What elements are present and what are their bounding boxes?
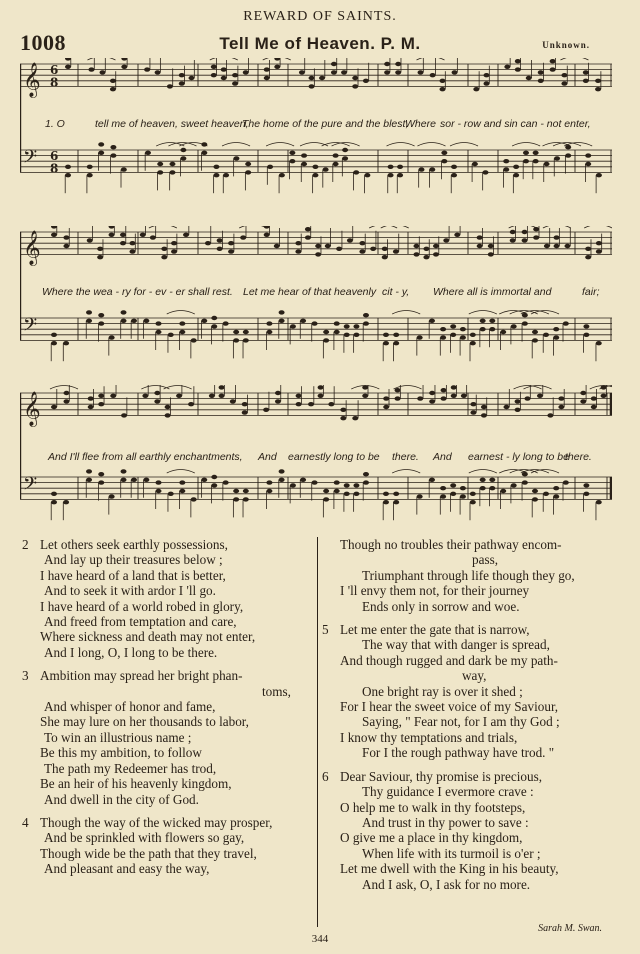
stanza-line: 4 Though the way of the wicked may prosper, bbox=[22, 814, 273, 830]
stanza-line: And be sprinkled with flowers so gay, bbox=[44, 830, 245, 846]
stanza-2 bbox=[22, 537, 314, 660]
stanza-line: And though rugged and dark be my path- bbox=[340, 652, 558, 668]
stanza-line: Saying, " Fear not, for I am thy God ; bbox=[362, 714, 560, 730]
lyric-fragment: And bbox=[258, 451, 277, 463]
stanza-column-right bbox=[322, 537, 622, 900]
stanza-number: 4 bbox=[22, 814, 29, 830]
stanza-line: And whisper of honor and fame, bbox=[44, 699, 216, 715]
stanza-6 bbox=[322, 769, 622, 892]
stanza-line: O give me a place in thy kingdom, bbox=[340, 830, 523, 846]
stanza-line: Be this my ambition, to follow bbox=[40, 745, 202, 761]
stanza-line: 3 Ambition may spread her bright phan- bbox=[22, 668, 243, 684]
stanza-line: And I long, O, I long to be there. bbox=[44, 644, 218, 660]
svg-text:𝄢: 𝄢 bbox=[23, 315, 38, 340]
lyric-fragment: Where all is immortal and bbox=[433, 286, 552, 298]
lyric-fragment: Where bbox=[405, 118, 436, 130]
lyric-fragment: fair; bbox=[582, 286, 600, 298]
stanza-line: The path my Redeemer has trod, bbox=[44, 760, 217, 776]
stanza-line: I 'll envy them not, for their journey bbox=[340, 583, 530, 599]
lyric-fragment: Where the wea - ry for - ev - er shall rest. bbox=[42, 286, 233, 298]
hymn-title: Tell Me of Heaven. P. M. bbox=[219, 34, 421, 53]
stanza-line: 5 Let me enter the gate that is narrow, bbox=[322, 622, 530, 638]
svg-text:6: 6 bbox=[50, 149, 59, 164]
stanza-line: And trust in thy power to save : bbox=[362, 814, 529, 830]
stanza-line: 6 Dear Saviour, thy promise is precious, bbox=[322, 768, 543, 784]
music-system-3 bbox=[20, 385, 612, 535]
hymn-author: Unknown. bbox=[542, 40, 590, 50]
lyric-fragment: cit - y, bbox=[382, 286, 410, 298]
music-notation-1 bbox=[20, 58, 612, 208]
stanza-line: And dwell in the city of God. bbox=[44, 791, 199, 807]
stanza-line: Thy guidance I evermore crave : bbox=[362, 784, 534, 800]
stanza-number: 3 bbox=[22, 668, 29, 684]
svg-text:8: 8 bbox=[50, 161, 59, 176]
stanza-line: Though no troubles their pathway encom- bbox=[340, 537, 562, 552]
hymn-number: 1008 bbox=[20, 30, 66, 55]
stanza-line: The way that with danger is spread, bbox=[362, 637, 550, 653]
stanza-3 bbox=[22, 668, 314, 807]
column-divider bbox=[317, 537, 318, 927]
stanza-line: And pleasant and easy the way, bbox=[44, 861, 210, 877]
stanza-4 bbox=[22, 815, 314, 877]
attribution: Sarah M. Swan. bbox=[538, 923, 602, 934]
svg-text:𝄞: 𝄞 bbox=[23, 230, 41, 266]
stanza-line: toms, bbox=[262, 683, 291, 699]
stanza-5 bbox=[322, 622, 622, 761]
lyric-fragment: tell me of heaven, sweet heaven, bbox=[95, 118, 249, 130]
stanza-line: When life with its turmoil is o'er ; bbox=[362, 845, 541, 861]
stanza-number: 6 bbox=[322, 768, 329, 784]
stanza-line: For I hear the sweet voice of my Saviour, bbox=[340, 699, 559, 715]
stanza-line: Be an heir of his heavenly kingdom, bbox=[40, 776, 232, 792]
stanza-line: Though wide be the path that they travel, bbox=[40, 845, 257, 861]
svg-text:8: 8 bbox=[50, 75, 59, 90]
lyric-fragment: The home of the pure and the blest, bbox=[242, 118, 409, 130]
running-head: REWARD OF SAINTS. bbox=[243, 9, 397, 24]
lyric-fragment: there. bbox=[565, 451, 592, 463]
lyric-fragment: earnestly long to be bbox=[288, 451, 380, 463]
stanza-line: O help me to walk in thy footsteps, bbox=[340, 799, 526, 815]
stanza-line: To win an illustrious name ; bbox=[44, 729, 192, 745]
stanza-line: One bright ray is over it shed ; bbox=[362, 683, 523, 699]
lyric-fragment: sor - row and sin can - not enter, bbox=[440, 118, 591, 130]
lyric-fragment: Let me hear of that heavenly bbox=[243, 286, 377, 298]
stanza-line: Ends only in sorrow and woe. bbox=[362, 598, 520, 614]
stanza-column-left bbox=[22, 537, 314, 885]
stanza-line: Triumphant through life though they go, bbox=[362, 567, 575, 583]
stanza-line: I know thy temptations and trials, bbox=[340, 729, 518, 745]
stanza-line: I have heard of a land that is better, bbox=[40, 567, 226, 583]
stanza-line: way, bbox=[462, 668, 487, 684]
stanza-line: She may lure on her thousands to labor, bbox=[40, 714, 249, 730]
stanza-4-continued bbox=[322, 537, 622, 614]
stanza-line: For I the rough pathway have trod. " bbox=[362, 745, 555, 761]
stanza-line: And lay up their treasures below ; bbox=[44, 552, 223, 568]
lyric-fragment: And bbox=[433, 451, 452, 463]
svg-text:𝄞: 𝄞 bbox=[23, 391, 41, 427]
svg-text:6: 6 bbox=[50, 63, 59, 78]
stanza-line: 2 Let others seek earthly possessions, bbox=[22, 537, 228, 552]
music-system-2 bbox=[20, 226, 612, 376]
svg-text:𝄢: 𝄢 bbox=[23, 474, 38, 499]
svg-text:𝄢: 𝄢 bbox=[23, 147, 38, 172]
lyric-fragment: there. bbox=[392, 451, 419, 463]
stanza-line: And freed from temptation and care, bbox=[44, 614, 237, 630]
lyric-fragment: 1. O bbox=[45, 118, 65, 130]
stanza-number: 2 bbox=[22, 537, 29, 552]
lyric-fragment: earnest - ly long to be bbox=[468, 451, 569, 463]
stanza-line: And I ask, O, I ask for no more. bbox=[362, 876, 531, 892]
stanza-line: I have heard of a world robed in glory, bbox=[40, 598, 244, 614]
music-system-1 bbox=[20, 58, 612, 208]
lyric-fragment: And I'll flee from all earthly enchantments, bbox=[48, 451, 243, 463]
page-number: 344 bbox=[311, 933, 329, 945]
music-notation-2 bbox=[20, 226, 612, 376]
stanza-line: pass, bbox=[472, 552, 499, 568]
stanza-line: Where sickness and death may not enter, bbox=[40, 629, 256, 645]
stanza-line: Let me dwell with the King in his beauty, bbox=[340, 861, 559, 877]
stanza-number: 5 bbox=[322, 622, 329, 638]
svg-text:𝄞: 𝄞 bbox=[23, 62, 41, 98]
stanza-line: And to seek it with ardor I 'll go. bbox=[44, 583, 216, 599]
